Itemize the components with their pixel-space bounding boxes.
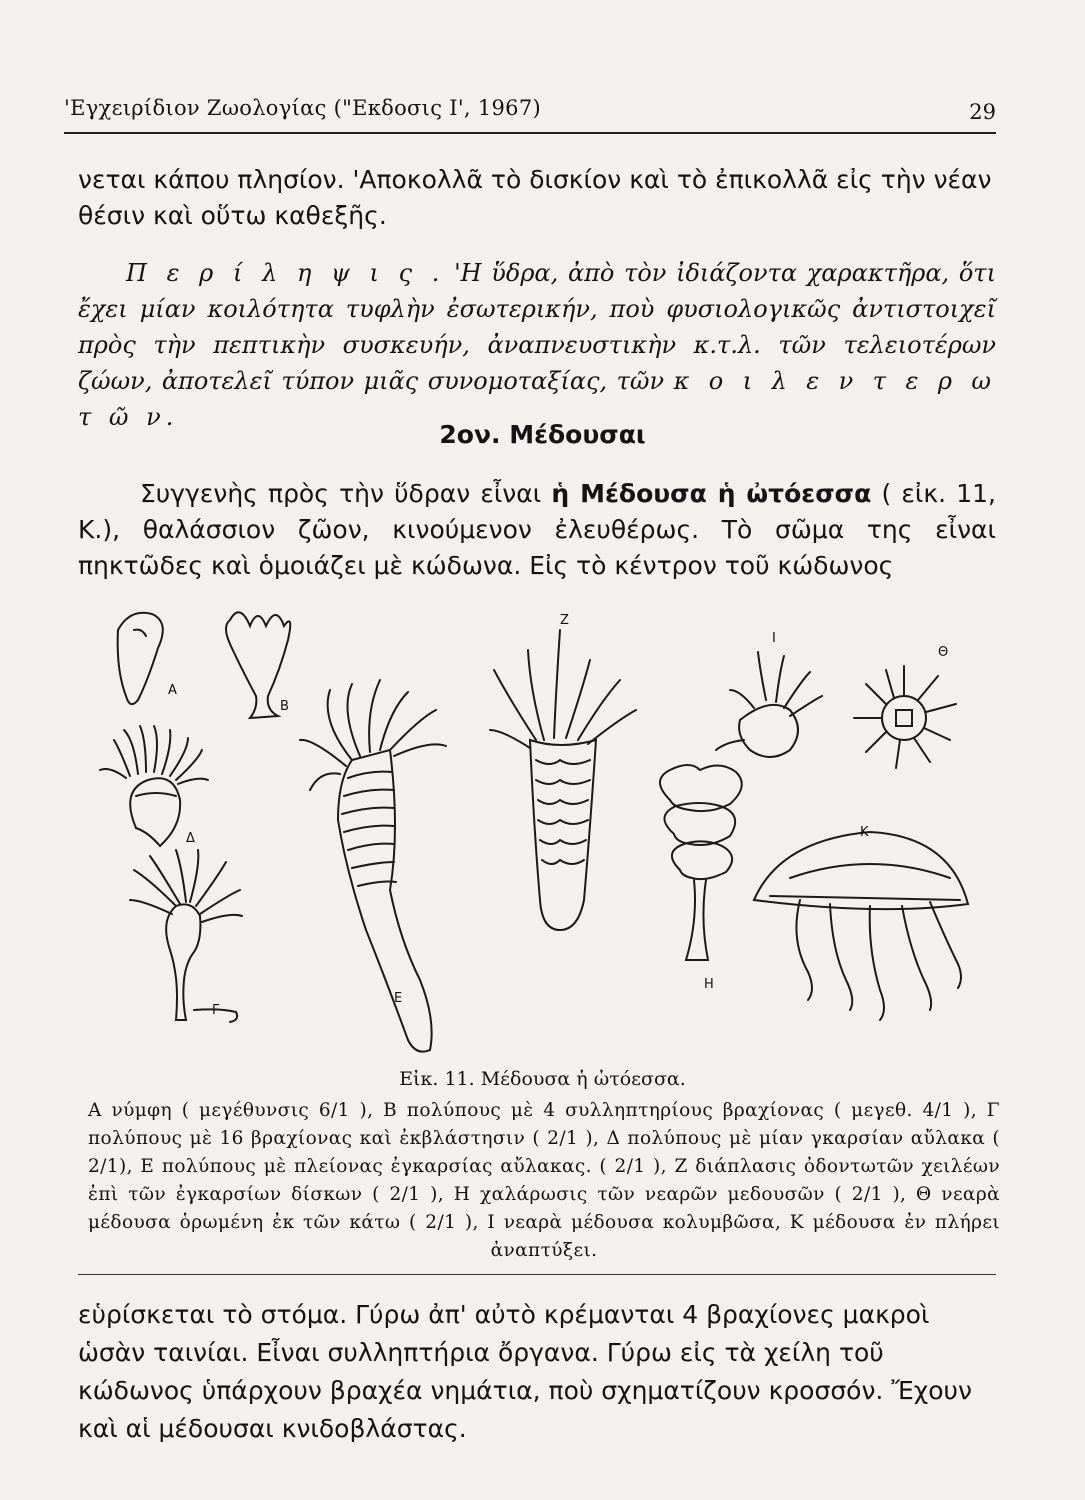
paragraph-continuation: νεται κάπου πλησίον. 'Αποκολλᾶ τὸ δισκίον καὶ τὸ ἐπικολλᾶ εἰς τὴν νέαν θέσιν καὶ οὕτω καθεξῆς. — [78, 165, 992, 230]
stage-z-strobila — [490, 630, 636, 930]
medusa-intro-paragraph — [78, 476, 996, 584]
stage-d-polyp — [100, 726, 208, 846]
medusa-lifecycle-figure — [90, 600, 990, 1070]
page-header — [64, 92, 996, 134]
running-head: 'Εγχειρίδιον Ζωολογίας ("Εκδοσις Ι', 1967) — [64, 96, 541, 120]
figure-caption: Εἰκ. 11. Μέδουσα ἡ ὠτόεσσα. — [399, 1068, 686, 1090]
page-number: 29 — [969, 100, 996, 124]
paragraph-mouth: εὑρίσκεται τὸ στόμα. Γύρω ἀπ' αὐτὸ κρέμανται 4 βραχίονες μακροὶ ὡσὰν ταινίαι. Εἶναι συλληπτήρια ὄργανα. Γύρω εἰς τὰ χείλη τοῦ κώδωνος ὑπάρχουν βραχέα νημάτια, ποὺ σχηματίζουν κροσσόν. Ἔχουν καὶ αἱ μέδουσαι κνιδοβλάστας. — [78, 1300, 972, 1443]
label-k: Κ — [860, 825, 869, 840]
label-i: Ι — [772, 631, 776, 646]
label-h: Η — [704, 977, 714, 992]
stage-g-polyp — [130, 850, 242, 1022]
stage-e-polyp — [300, 680, 446, 1052]
label-g: Γ — [212, 1003, 220, 1018]
intro-after: ( εἰκ. 11, Κ.), θαλάσσιον ζῶον, κινούμενον ἐλευθέρως. Τὸ σῶμα της εἶναι πηκτῶδες καὶ ὁμοιάζει μὲ κώδωνα. Εἰς τὸ κέντρον τοῦ κώδωνος — [78, 479, 996, 580]
species-name: ἡ Μέδουσα ἡ ὠτόεσσα — [551, 479, 872, 508]
caption-divider — [78, 1274, 996, 1275]
summary-term: κ ο ι λ ε ν τ ε ρ ω τ ῶ ν. — [78, 367, 996, 431]
label-d: Δ — [186, 831, 195, 846]
intro-before: Συγγενὴς πρὸς τὴν ὕδραν εἶναι — [140, 479, 552, 508]
stage-a-nymph — [118, 613, 163, 704]
stage-i-young-medusa — [716, 652, 822, 757]
label-e: Ε — [394, 991, 403, 1006]
label-a: Α — [168, 683, 177, 698]
label-th: Θ — [938, 645, 949, 660]
section-title: 2ον. Μέδουσαι — [439, 420, 646, 449]
summary-lead: Π ε ρ ί λ η ψ ι ς . — [126, 259, 445, 287]
label-b: Β — [280, 699, 289, 714]
summary-text: 'Η ὕδρα, ἀπὸ τὸν ἰδιάζοντα χαρακτῆρα, ὅτι ἔχει μίαν κοιλότητα τυφλὴν ἐσωτερικήν, ποὺ φυσιολογικῶς ἀντιστοιχεῖ πρὸς τὴν πεπτικὴν συσκευήν, ἀναπνευστικὴν κ.τ.λ. τῶν τελειοτέρων ζώων, ἀποτελεῖ τύπον μιᾶς συνομοταξίας, τῶν — [78, 259, 996, 395]
stage-th-young-medusa-below — [854, 666, 956, 768]
label-z: Ζ — [560, 613, 569, 628]
summary-paragraph — [78, 255, 996, 435]
figure-legend: Α νύμφη ( μεγέθυνσις 6/1 ), Β πολύπους μὲ 4 συλληπτηρίους βραχίονας ( μεγεθ. 4/1 ), Γ πολύπους μὲ 16 βραχίονας καὶ ἐκβλάστησιν ( 2/1 ), Δ πολύπους μὲ μίαν γκαρσίαν αὔλακα ( 2/1), Ε πολύπους μὲ πλείονας ἐγκαρσίας αὔλακας. ( 2/1 ), Ζ διάπλασις ὀδοντωτῶν χειλέων ἐπὶ τῶν ἐγκαρσίων δίσκων ( 2/1 ), Η χαλάρωσις τῶν νεαρῶν μεδουσῶν ( 2/1 ), Θ νεαρὰ μέδουσα ὁρωμένη ἐκ τῶν κάτω ( 2/1 ), Ι νεαρὰ μέδουσα κολυμβῶσα, Κ μέδουσα ἐν πλήρει ἀναπτύξει. — [88, 1100, 1000, 1261]
stage-k-adult-medusa — [754, 832, 968, 1020]
stage-h-ephyrae — [660, 765, 742, 960]
